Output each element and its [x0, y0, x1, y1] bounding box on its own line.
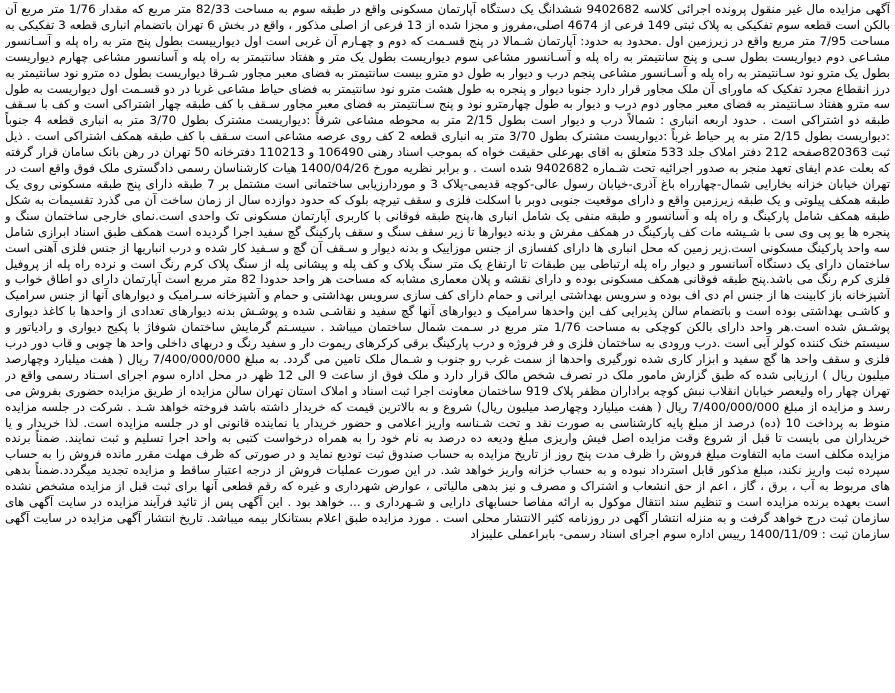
notice-body-text: آگهی مزایده مال غیر منقول پرونده اجرائی کلاسه 9402682 ششدانگ یک دستگاه آپارتمان مسکونی واقع در طبقه سوم به مساحت 82/33 متر مربع که مقدار 1/76 متر مربع آن بالکن است قطعه سوم تفکیکی به پلاک ثبتی 149 فرعی از 4674 اصلی،مفروز و مجزا شده از 13 فرعی از اصلی مذکور ، واقع در بخش 6 تهران باتضمام انباری قطعه 3 تفکیکی به مساحت 7/95 متر مربع واقع در زیرزمین اول .محدود به حدود: آپارتمان شـمالا در پنج قسـمت که دوم و چهـارم آن غربی است اول دیوارییست بطول پنج متر به راه پله و آسـانسور مشـاعی دوم دیواریست بطول سـی و پنج سانتیمتر به راه پله و آسـانسور مشاعی سوم دیواریست بطول یک متر و هفتاد سانتیمتر به راه پله و آسانسور مشاعی چهارم دیواریست بطول یک مترو نود سـانتیمتر به راه پله و آسـانسور مشاعی پنجم درب و دیوار به طول دو مترو بیست سانتیمتر به فضای معبر مجاور شـرقا دیواریست بطول ده مترو نود سانتیمتر به درز انقطاع مجرد تفکیک که ماورای آن ملک مجاور قرار دارد جنوبا دیوار و پنجره به طول هشت مترو نود سانتیمتر به فضای حیاط مشاعی غربا در دو قسـمت اول دیواریست به طول سه مترو هفتاد سـانتیمتر به فضای معبر مجاور دوم درب و دیوار به طول چهارمترو نود و پنج سـانتیمتر به فضای معبر مجاور سـقف با کف طبقه چهار اشتراکی است و کف با سـقف طبقه دو اشتراکی است . حدود اربعه انباری : شمالاً درب و دیوار است بطول 2/15 متر به محوطه مشاعی شرقاً :دیواریست مشترک بطول 3/70 متر به انباری قطعه 4 جنوباً :دیواریست بطول 2/15 متر به پر حیاط غرباً :دیواریست مشترک بطول 3/70 متر به انباری قطعه 2 کف روی عرصه مشاعی است سـقف با کف طبقه همکف اشتراکی است . ذیل ثبت 820363صفحه 212 دفتر املاک جلد 533 متعلق به اقای بهرعلی حقیقت خواه که بموجب اسناد رهنی 106490 و 110213 دفترخانه 50 تهران در رهن بانک سامان قرار گرفته که بعلت عدم ایفای تعهد منجر به صدور اجرائیه تحت شـماره 9402682 شده است . و برابر نظریه مورخ 1400/04/26 هیات کارشناسان رسمی دادگستری ملک فوق واقع است در تهران خیابان خزانه بخارایی شمال-چهارراه باغ آذری-خیابان رسول عالی-کوچه قدیمی-پلاک 3 و موردارزیابی ساختمانی است مشتمل بر 7 طبقه دارای پنج طبقه مسکونی روی یک طبقه همکف پیلوتی و یک طبقه زیرزمین واقع و دارای موقعیت جنوبی دوبر با اسکلت فلزی و سقف تیرچه بلوک که حدود دوازده سال از زمان ساخت آن می گذرد تقسیمات به شکل طبقه همکف شامل پارکینگ و راه پله و آسانسور و طبقه منفی یک شامل انباری ها،پنج طبقه فوقانی با کاربری آپارتمان مسکونی تک واحدی است.نمای خارجی ساختمان سنگ و پنجره ها یو پی وی سی با شـیشه مات کف پارکینگ در همکف مفرش و بدنه دیوارها تا زیر سقف سنگ و سقف پارکینگ گچ سفید اجرا گردیده است همکف طبق اسناد ابرازی شامل سه واحد پارکینگ مسکونی است.زیر زمین که محل انباری ها دارای کفسازی از جنس موزاییک و بدنه دیوار و سـقف آن گچ و سـفید کار شده و درب انباریها از جنس فلزی آهنی است ساختمان دارای یک دستگاه آسانسور و دیوار راه پله ارتباطی بین طبقات تا ارتفاع یک متر سنگ پلاک و کف پله و پیشانی پله از سنگ پلاک کرم رنگ است و نرده راه پله از پروفیل فلزی کرم رنگ می باشد.پنج طبقه فوقانی همکف مسکونی بوده و دارای نقشه و پلان معماری مشابه که مساحت هر واحد حدودا 82 متر مربع است آپارتمان دارای دو اطاق خواب و آشپزخانه باز کابینت ها از جنس ام دی اف بوده و سرویس بهداشتی ایرانی و حمام دارای کف سازی سرویس بهداشتی و حمام و آشپزخانه سـرامیک و دیوارهای آنها از جنس سرامیک و کاشـی بهداشتی بوده است و باتضمام سالن پذیرایی کف این واحدها سرامیک و دیوارهای آنها گچ سفید و نقاشـی شده و پوشـش بدنه دیوارهای تعدادی از واحدها با کاغذ دیواری پوشـش شده است.هر واحد دارای بالکن کوچکی به مساحت 1/76 متر مربع در سـمت شمال ساختمان میباشد . سیسـتم گرمایش ساختمان شوفاژ با پکیج دیواری و رادیاتور و سیستم خنک کننده کولر آبی است .درب ورودی به ساختمان فلزی و فر فروژه و درب پارکینگ برقی کرکرهای ریموت دار و سفید رنگ و دربهای داخلی واحد ها چوبی و قاب دور درب فلزی و سقف واحد ها گچ سفید و ابزار کاری شده نورگیری واحدها از سمت غرب رو جنوب و شـمال ملک تامین می گردد. به مبلغ 7/400/000/000 ریال ( هفت میلیارد وچهارصد میلیون ریال ) ارزیابی شده که طبق گزارش مامور ملک در تصرف شخص مالک قرار دارد و ملک فوق از ساعت 9 الی 12 ظهر در محل اداره سوم اجرای اسـناد رسمی واقع در تهران چهار راه ولیعصر خیابان انقلاب نبش کوچه براداران مظفر پلاک 919 ساختمان معاونت اجرا ثبت اسناد و املاک استان تهران سالن مزایده از طریق مزایده حضوری بفروش می رسد و مزایده از مبلغ 7/400/000/000 ریال ( هفت میلیارد وچهارصد میلیون ریال) شروع و به بالاترین قیمت که خریدار داشته باشد فروخته خواهد شـد . شرکت در جلسه مزایده منوط به پرداخت 10 (ده) درصد از مبلغ پایه کارشناسی به صورت نقد و تحت شـناسه واریز اعلامی و حضور خریدار یا نماینده قانونی او در جلسه مزایده است. لذا خریدار و یا خریداران می بایست تا قبل از شروع وقت مزایده اصل فیش واریزی مبلغ ودیعه ده درصد به نام خود را به همراه درخواست کتبی به واحد اجرا تسلیم و ثبت نمایند. ضمناً برنده مزایده مکلف است مابه التفاوت مبلغ فروش را ظرف مدت پنج روز از تاریخ مزایده به حساب صندوق ثبت تودیع نماید و در صورتی که ظرف مهلت مقرر مانده فروش را به حساب سپرده ثبت واریز نکند، مبلغ مذکور قابل استرداد نبوده و به حساب خزانه واریز خواهد شد. در این صورت عملیات فروش از درجه اعتبار ساقط و مزایده تجدید میگردد.ضمناً بدهی های مربوط به آب ، برق ، گاز ، اعم از حق انشعاب و اشتراک و مصرف و نیز بدهی مالیاتی ، عوارض شهرداری و غیره که رقم قطعی آنها برای ثبت قبل از مزایده مشخص نشده است بعهده برنده مزایده است و تنظیم سند انتقال موکول به ارائه مفاصا حسابهای دارایی و شـهرداری و ... خواهد بود . این آگهی پس از تائید فرآیند مزایده در سایت آگهی های سازمان ثبت درج خواهد گرفت و به منزله انتشار آگهی در روزنامه کثیر الانتشار محلی است . مورد مزایده طبق اعلام بستانکار بیمه میباشد. تاریخ انتشار آگهی مزایده در سایت آگهی سازمان ثبت : 1400/11/09 رییس اداره سوم اجرای اسناد رسمی- بابراعملی علیبزاد	[5, 2, 890, 541]
auction-notice	[5, 2, 890, 689]
